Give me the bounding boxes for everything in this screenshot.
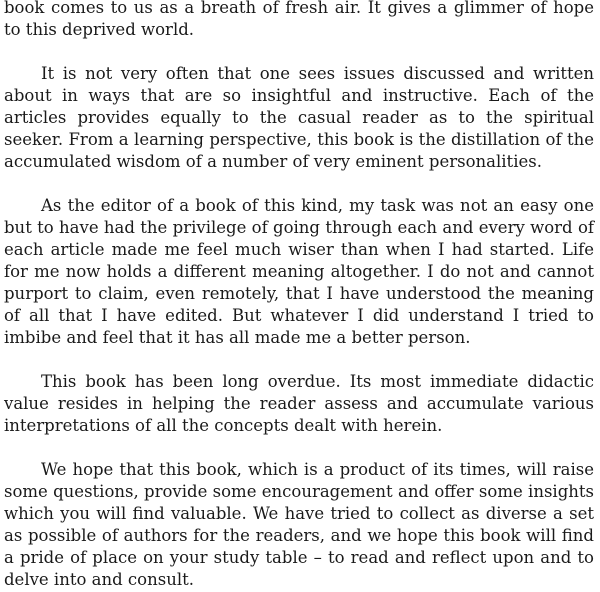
paragraph-product-of-times: We hope that this book, which is a product of its times, will raise some questions, provide some encouragement and offer some insights which you will find valuable. We have tried to collect as diverse a set as possible of authors for the readers, and we hope this book will find a pride of place on your study table – to read and reflect upon and to delve into and consult. xyxy=(4,460,594,589)
paragraph-long-overdue: This book has been long overdue. Its most immediate didactic value resides in helping the reader assess and accumulate various interpretations of all the concepts dealt with herein. xyxy=(4,372,594,435)
paragraph-insightful-issues: It is not very often that one sees issues discussed and written about in ways that are so insightful and instructive. Each of the articles provides equally to the casual reader as to the spiritual seeker. From a learning perspective, this book is the distillation of the accumulated wisdom of a number of very eminent personalities. xyxy=(4,64,594,171)
paragraph-editor-task: As the editor of a book of this kind, my task was not an easy one but to have had the privilege of going through each and every word of each article made me feel much wiser than when I had started. Life for me now holds a different meaning altogether. I do not and cannot purport to claim, even remotely, that I have understood the meaning of all that I have edited. But whatever I did understand I tried to imbibe and feel that it has all made me a better person. xyxy=(4,196,594,347)
paragraph-continuation: book comes to us as a breath of fresh air. It gives a glimmer of hope to this deprived world. xyxy=(4,0,594,39)
